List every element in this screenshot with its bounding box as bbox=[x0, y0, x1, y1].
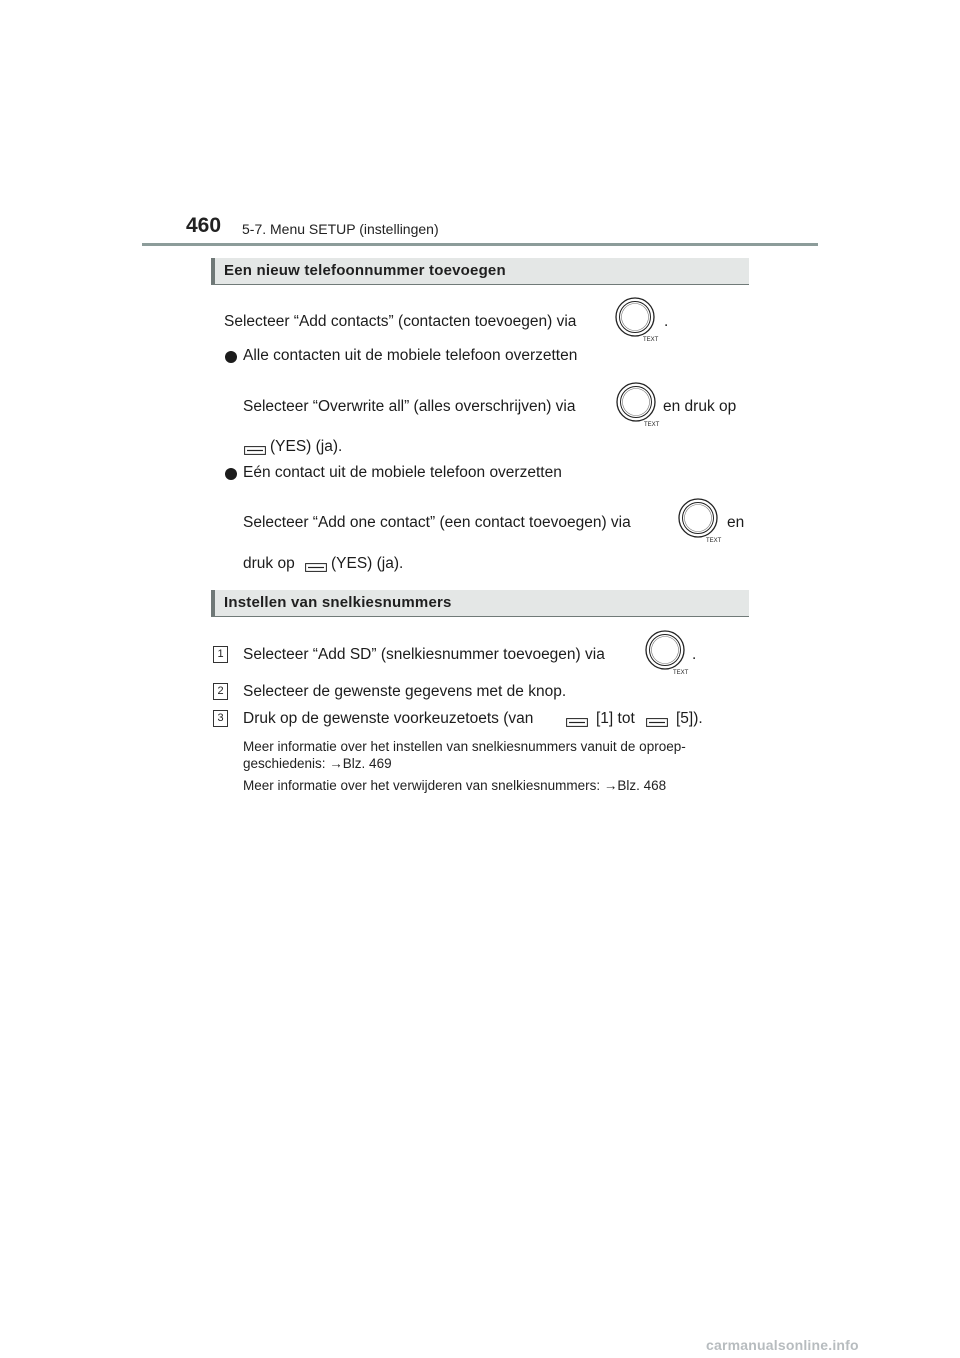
note-line-3: Meer informatie over het verwijderen van snelkiesnummers: →Blz. 468 bbox=[243, 778, 667, 793]
section-heading-title: Een nieuw telefoonnummer toevoegen bbox=[224, 262, 506, 279]
bullet2-title: Eén contact uit de mobiele telefoon overzetten bbox=[243, 464, 562, 481]
intro-text: Selecteer “Add contacts” (contacten toevoegen) via bbox=[224, 313, 577, 330]
text-tune-knob-icon bbox=[615, 381, 660, 428]
step2-text: Selecteer de gewenste gegevens met de knop. bbox=[243, 683, 567, 700]
step3-end: [5]). bbox=[676, 710, 703, 727]
section-heading-bar bbox=[211, 590, 215, 616]
bullet2-line2-prefix: druk op bbox=[243, 555, 295, 572]
bullet2-line1: Selecteer “Add one contact” (een contact toevoegen) via bbox=[243, 514, 631, 531]
intro-line bbox=[224, 313, 576, 331]
bullet1-line2: (YES) (ja). bbox=[270, 438, 343, 455]
svg-text:TEXT: TEXT bbox=[706, 538, 722, 544]
bullet-icon bbox=[225, 351, 237, 363]
preset-button-icon bbox=[646, 714, 668, 723]
bullet1-title: Alle contacten uit de mobiele telefoon overzetten bbox=[243, 347, 578, 364]
text-tune-knob-icon bbox=[614, 296, 659, 343]
intro-end: . bbox=[664, 313, 669, 330]
note-line-2: geschiedenis: →Blz. 469 bbox=[243, 756, 392, 771]
chapter-title: 5-7. Menu SETUP (instellingen) bbox=[242, 221, 439, 237]
step1-text: Selecteer “Add SD” (snelkiesnummer toevoegen) via bbox=[243, 646, 605, 663]
bullet1-line1-end: en druk op bbox=[663, 398, 737, 415]
bullet2-line1-end: en bbox=[727, 514, 745, 531]
section-heading-title: Instellen van snelkiesnummers bbox=[224, 594, 452, 611]
svg-text:TEXT: TEXT bbox=[644, 422, 660, 428]
step3-mid: [1] tot bbox=[596, 710, 635, 727]
step1-end: . bbox=[692, 646, 697, 663]
bullet2-line2: (YES) (ja). bbox=[331, 555, 404, 572]
preset-button-icon bbox=[305, 559, 327, 568]
step-number-2: 2 bbox=[213, 683, 228, 700]
header-divider bbox=[142, 243, 818, 246]
section-heading-new-number bbox=[211, 258, 749, 285]
watermark: carmanualsonline.info bbox=[706, 1337, 859, 1353]
text-tune-knob-icon bbox=[677, 497, 722, 544]
step-number-3: 3 bbox=[213, 710, 228, 727]
svg-text:TEXT: TEXT bbox=[643, 337, 659, 343]
section-heading-speed-dial bbox=[211, 590, 749, 617]
svg-text:TEXT: TEXT bbox=[673, 670, 689, 676]
page-number: 460 bbox=[186, 214, 222, 237]
preset-button-icon bbox=[566, 714, 588, 723]
bullet1-line1: Selecteer “Overwrite all” (alles overschrijven) via bbox=[243, 398, 576, 415]
step-number-1: 1 bbox=[213, 646, 228, 663]
note-line-1: Meer informatie over het instellen van snelkiesnummers vanuit de oproep- bbox=[243, 739, 686, 754]
bullet-icon bbox=[225, 468, 237, 480]
section-heading-bar bbox=[211, 258, 215, 284]
preset-button-icon bbox=[244, 442, 266, 451]
text-tune-knob-icon bbox=[644, 629, 689, 676]
step3-prefix: Druk op de gewenste voorkeuzetoets (van bbox=[243, 710, 534, 727]
